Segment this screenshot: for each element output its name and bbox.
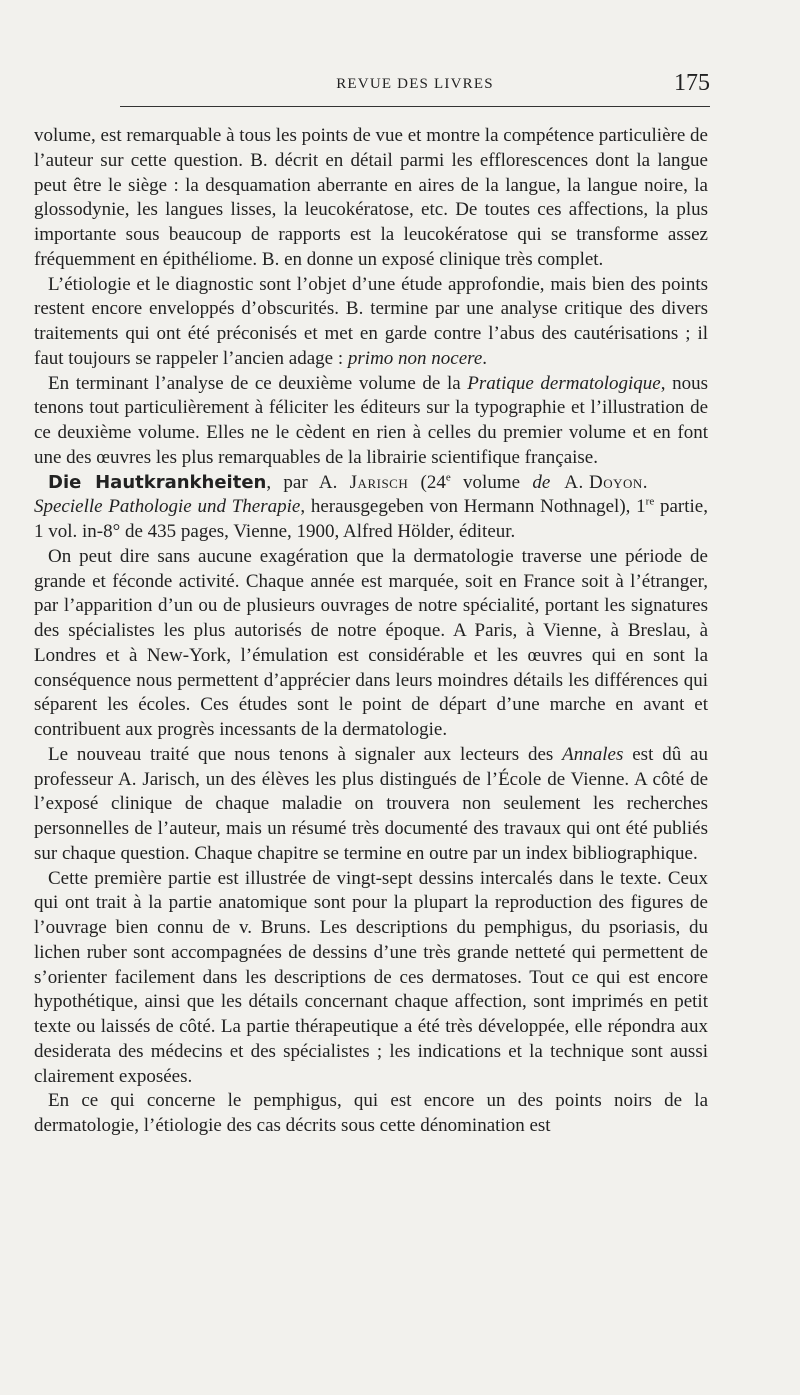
paragraph-2: [34, 273, 708, 372]
heading-text-d: , herausgegeben von Hermann Nothnagel), 1: [300, 496, 646, 518]
running-title: REVUE DES LIVRES: [336, 76, 494, 92]
heading-text-c: volume: [450, 471, 533, 493]
page-body: [34, 124, 708, 1139]
book-title-pratique: Pratique dermatologique: [467, 372, 661, 394]
paragraph-2-text: L’étiologie et le diagnostic sont l’objet d’une étude approfondie, mais bien des points restent encore enveloppés d’obscurités. B. termine par une analyse critique des divers traitements qui ont été préconisés et met en garde contre l’abus des cautérisations ; il faut toujours se rappeler l’ancien adage :: [34, 273, 708, 369]
paragraph-8: En ce qui concerne le pemphigus, qui est encore un des points noirs de la dermatologie, l’étiologie des cas décrits sous cette dénomination est: [34, 1090, 708, 1136]
review-book-title: Die Hautkrankheiten: [48, 471, 267, 493]
paragraph-6-a: Le nouveau traité que nous tenons à signaler aux lecteurs des: [48, 743, 563, 765]
heading-text-b: (24: [408, 471, 446, 493]
superscript-re: re: [645, 495, 655, 508]
paragraph-3-a: En terminant l’analyse de ce deuxième volume de la: [48, 372, 468, 394]
header-rule: [120, 106, 710, 107]
paragraph-6: [34, 743, 708, 867]
paragraph-1: volume, est remarquable à tous les points de vue et montre la compétence particulière de l’auteur sur cette question. B. décrit en détail parmi les efflorescences dont la langue peut être le siège : la desquamation aberrante en aires de la langue, la langue noire, la glossodynie, les langues lisses, la leucokératose, etc. De toutes ces affections, la plus importante sous beaucoup de rapports est la leucokératose qui se transforme assez fréquemment en épithéliome. B. en donne un exposé clinique très complet.: [34, 125, 708, 270]
review-author: Jarisch: [349, 471, 409, 493]
latin-adage: primo non nocere: [347, 347, 483, 369]
page-header: [120, 72, 710, 102]
heading-text-e: partie, 1 vol. in-8° de 435 pages, Vienne, 1900, Alfred Hölder, éditeur.: [34, 496, 708, 542]
paragraph-5: On peut dire sans aucune exagération que la dermatologie traverse une période de grande et féconde activité. Chaque année est marquée, soit en France soit à l’étranger, par l’apparition d’un ou de plusieurs ouvrages de notre spécialité, portant les signatures des spécialistes les plus autorisés de notre époque. A Paris, à Vienne, à Breslau, à Londres et à New-York, l’émulation est considérable et les œuvres qui en sont la conséquence nous permettent d’apprécier dans leurs moindres détails les différences qui séparent les écoles. Ces études sont le point de départ d’une marche en avant et contribuent aux progrès incessants de la dermatologie.: [34, 545, 708, 740]
heading-text-a: , par A.: [266, 471, 350, 493]
paragraph-6-b: est dû au professeur A. Jarisch, un des élèves les plus distingués de l’École de Vienne. A côté de l’exposé clinique de chaque maladie on trouvera non seulement les recherches personnelles de l’auteur, mais un résumé très documenté des travaux qui ont été publiés sur chaque question. Chaque chapitre se termine en outre par un index bibliographique.: [34, 743, 708, 864]
paragraph-2-end: .: [482, 347, 488, 369]
superscript-e: e: [445, 471, 451, 484]
paragraph-3-b: , nous tenons tout particulièrement à féliciter les éditeurs sur la typographie et l’illustration de ce deuxième volume. Elles ne le cèdent en rien à celles du premier volume et en font une des œuvres les plus remarquables de la librairie scientifique française.: [34, 372, 708, 468]
journal-title: Annales: [562, 743, 624, 765]
page-number: 175: [674, 70, 710, 96]
signature: A. Doyon.: [564, 471, 648, 493]
series-title: de Specielle Pathologie und Therapie: [34, 471, 551, 518]
paragraph-7: Cette première partie est illustrée de vingt-sept dessins intercalés dans le texte. Ceux qui ont trait à la partie anatomique sont pour la plupart la reproduction des figures de l’ouvrage bien connu de v. Bruns. Les descriptions du pemphigus, du psoriasis, du lichen ruber sont accompagnées de dessins d’une très grande netteté qui permettent de s’orienter facilement dans les descriptions de ces dermatoses. Tout ce qui est encore hypothétique, ainsi que les détails concernant chaque affection, sont imprimés en petit texte ou laissés de côté. La partie thérapeutique a été très développée, elle répondra aux desiderata des médecins et des spécialistes ; les indications et la technique sont aussi clairement exposées.: [34, 867, 708, 1087]
